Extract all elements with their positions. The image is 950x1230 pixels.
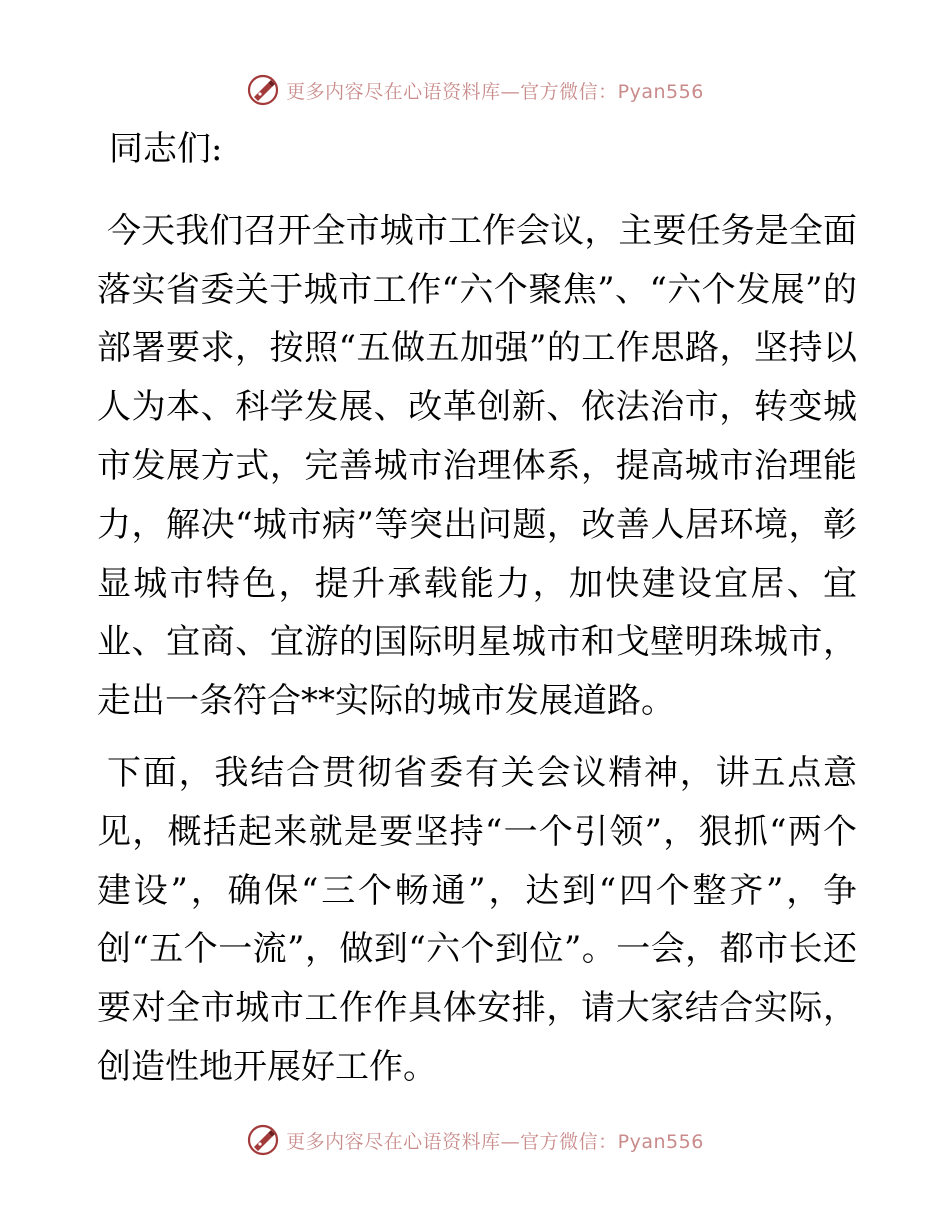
pen-nib-logo-icon [246,1123,280,1157]
footer-watermark-label: 更多内容尽在心语资料库—官方微信： [286,1130,618,1153]
header-watermark-label: 更多内容尽在心语资料库—官方微信： [286,80,618,103]
salutation: 同志们: [109,129,223,169]
header-watermark-text [286,77,704,104]
document-body [97,120,857,1097]
footer-watermark-inner [246,1123,704,1157]
pen-nib-logo-icon [246,73,280,107]
header-watermark-inner [246,73,704,107]
paragraph-2: 下面，我结合贯彻省委有关会议精神，讲五点意见，概括起来就是要坚持“一个引领”，狠抓“两个建设”，确保“三个畅通”，达到“四个整齐”，争创“五个一流”，做到“六个到位”。一会，都市长还要对全市城市工作作具体安排，请大家结合实际，创造性地开展好工作。 [97,752,857,1087]
footer-wechat-id: Pyan556 [617,1130,704,1153]
header-watermark [0,70,950,110]
footer-watermark-text [286,1127,704,1154]
paragraph-1: 今天我们召开全市城市工作会议，主要任务是全面落实省委关于城市工作“六个聚焦”、“六个发展”的部署要求，按照“五做五加强”的工作思路，坚持以人为本、科学发展、改革创新、依法治市，转变城市发展方式，完善城市治理体系，提高城市治理能力，解决“城市病”等突出问题，改善人居环境，彰显城市特色，提升承载能力，加快建设宜居、宜业、宜商、宜游的国际明星城市和戈壁明珠城市，走出一条符合**实际的城市发展道路。 [97,210,857,722]
header-wechat-id: Pyan556 [617,80,704,103]
footer-watermark [0,1120,950,1160]
